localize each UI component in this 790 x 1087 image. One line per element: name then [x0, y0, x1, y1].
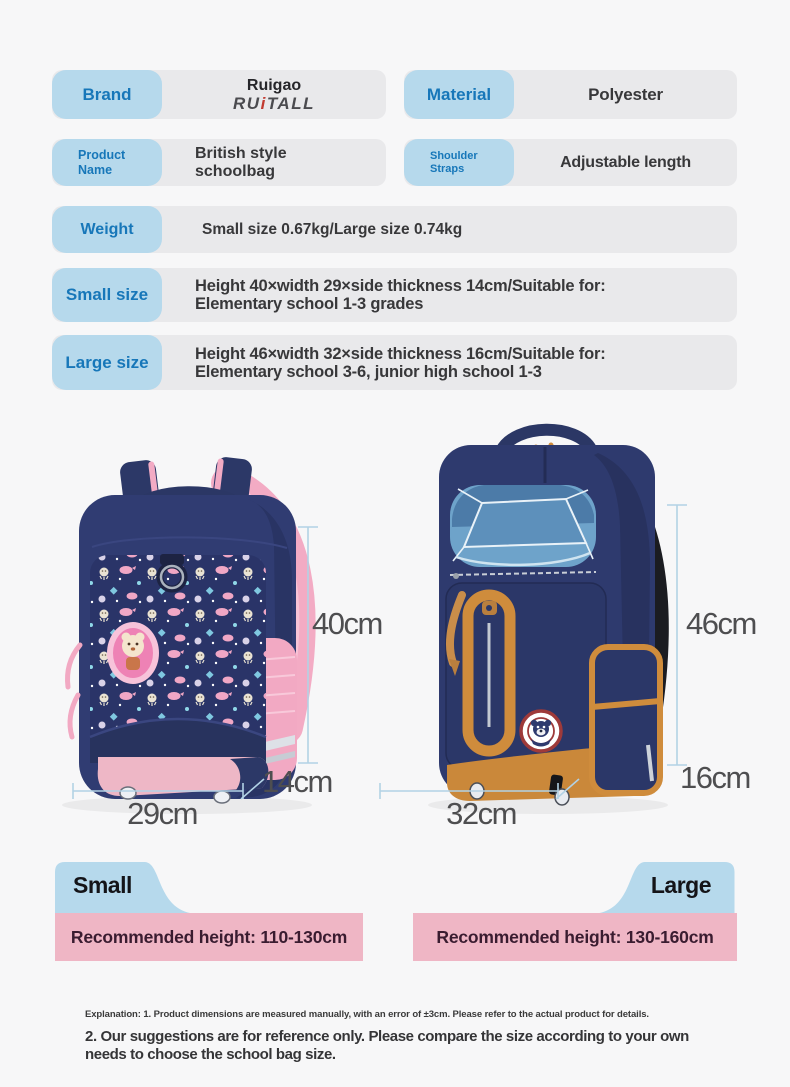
brand-logo: RUiTALL: [233, 93, 315, 113]
large-size-value: Height 46×width 32×side thickness 16cm/Suitable for: Elementary school 3-6, junior high school 1-3: [195, 344, 606, 381]
product-name-value: British style schoolbag: [195, 144, 287, 180]
spec-row-product-name: [52, 139, 386, 186]
dim-label-small-height: 40cm: [312, 606, 382, 641]
backpacks-figure: [0, 395, 790, 855]
shell-pocket: [450, 485, 596, 567]
recommendation-text-small: Recommended height: 110-130cm: [70, 926, 348, 947]
brand-label: Brand: [52, 70, 162, 119]
small-size-value: Height 40×width 29×side thickness 14cm/Suitable for: Elementary school 1-3 grades: [195, 277, 606, 313]
size-name-small: Small: [73, 872, 132, 898]
large-size-label: Large size: [52, 335, 162, 390]
recommendation-text-large: Recommended height: 130-160cm: [436, 926, 714, 947]
backpack-small-illustration: [68, 456, 299, 803]
size-card-large: [413, 862, 737, 961]
dim-label-small-depth: 14cm: [262, 764, 332, 799]
side-pocket: [592, 647, 660, 793]
footer-notes: [85, 1008, 765, 1064]
recommendation-band-large: [413, 913, 737, 961]
footer-note-1: Explanation: 1. Product dimensions are measured manually, with an error of ±3cm. Please refer to the actual product for details.: [85, 1009, 649, 1020]
shoulder-straps-value: Adjustable length: [560, 153, 691, 171]
dim-label-large-width: 32cm: [446, 796, 516, 831]
brand-value: [162, 70, 386, 119]
spec-row-weight: [52, 206, 737, 253]
brand-name-text: Ruigao: [246, 76, 302, 94]
size-name-large: Large: [650, 872, 711, 898]
material-label: Material: [404, 70, 514, 119]
material-value: Polyester: [588, 84, 663, 104]
spec-row-large-size: [52, 335, 737, 390]
spec-row-small-size: [52, 268, 737, 322]
dim-label-large-depth: 16cm: [680, 760, 750, 795]
size-card-small: [55, 862, 363, 961]
product-name-label: Product Name: [52, 139, 162, 186]
weight-label: Weight: [52, 206, 162, 253]
bear-patch-icon: [521, 711, 561, 751]
small-size-label: Small size: [52, 268, 162, 322]
shoulder-straps-label: Shoulder Straps: [404, 139, 514, 186]
spec-row-material: [404, 70, 737, 119]
recommendation-band-small: [55, 913, 363, 961]
weight-value: Small size 0.67kg/Large size 0.74kg: [202, 220, 463, 238]
lion-patch-icon: [107, 622, 159, 684]
backpack-large-illustration: [439, 430, 660, 805]
dim-label-small-width: 29cm: [127, 796, 197, 831]
spec-row-brand: [52, 70, 386, 119]
footer-note-2: 2. Our suggestions are for reference only. Please compare the size according to your own needs to choose the school bag size.: [85, 1028, 689, 1063]
dim-label-large-height: 46cm: [686, 606, 756, 641]
spec-row-shoulder-straps: [404, 139, 737, 186]
